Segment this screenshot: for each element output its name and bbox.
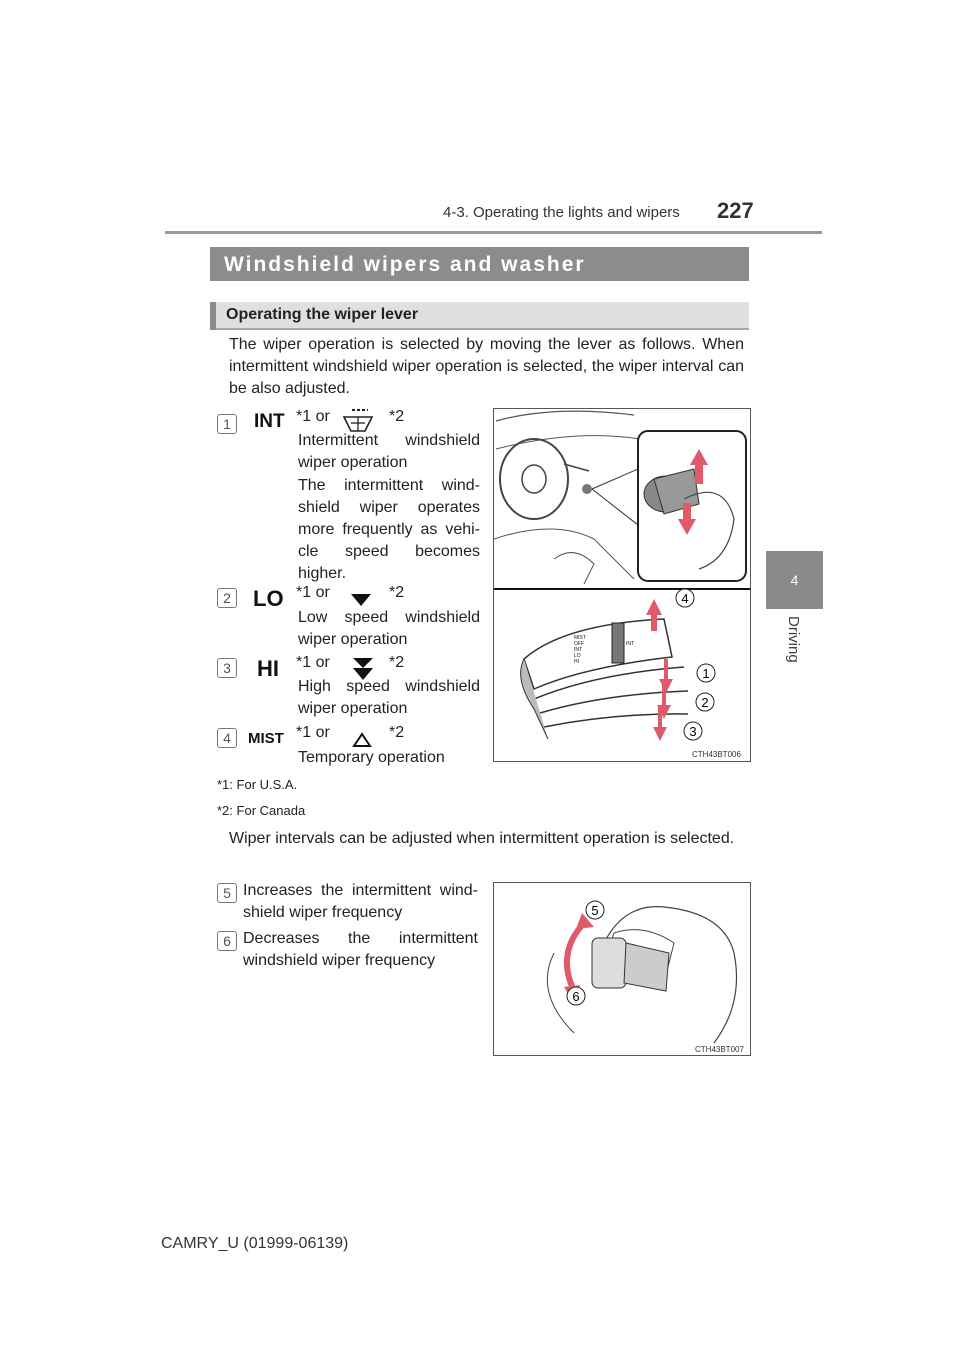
item-number-6: 6 — [217, 931, 237, 951]
lo-icon: LO — [253, 586, 284, 611]
footnote-1: *1: For U.S.A. — [217, 777, 298, 792]
item-4-title: Temporary operation — [298, 749, 445, 766]
item-1-title: Intermittent windshield wiper operation — [298, 432, 480, 471]
page-title: Windshield wipers and washer — [224, 253, 586, 276]
svg-text:LO: LO — [574, 653, 581, 659]
star2-label: *2 — [389, 584, 405, 601]
star1-label: *1 or — [296, 654, 330, 671]
figure-code: CTH43BT007 — [695, 1045, 744, 1054]
wiper-interval-figure — [493, 882, 751, 1056]
low-speed-arrow-icon — [349, 592, 373, 608]
hi-icon: HI — [257, 656, 279, 681]
interval-paragraph: Wiper intervals can be adjusted when intermittent operation is selected. — [229, 830, 735, 847]
header-rule — [165, 231, 822, 234]
svg-text:HI: HI — [574, 659, 579, 665]
callout-2 — [696, 693, 714, 711]
item-5-text: Increases the intermittent wind-shield wiper frequency — [243, 882, 478, 921]
mist-arrow-icon — [352, 732, 372, 748]
star2-label: *2 — [389, 724, 405, 741]
item-number-5: 5 — [217, 883, 237, 903]
svg-text:INT: INT — [626, 641, 635, 647]
item-3-title: High speed windshield wiper operation — [298, 678, 480, 717]
svg-text:5: 5 — [591, 903, 599, 918]
subsection-title: Operating the wiper lever — [226, 306, 419, 323]
footer-code: CAMRY_U (01999-06139) — [161, 1235, 349, 1252]
star1-label: *1 or — [296, 584, 330, 601]
intro-paragraph: The wiper operation is selected by moving the lever as follows. When intermittent windshield wiper operation is selected, the wiper interval can be also adjusted. — [229, 336, 744, 397]
item-number-1: 1 — [217, 414, 237, 434]
star1-label: *1 or — [296, 724, 330, 741]
svg-text:6: 6 — [572, 989, 580, 1004]
item-6-text: Decreases the intermittent windshield wiper frequency — [243, 930, 478, 969]
chapter-title: Driving — [785, 616, 802, 663]
wiper-lever-figure — [493, 408, 751, 762]
svg-text:2: 2 — [701, 695, 709, 710]
callout-4 — [676, 589, 694, 607]
star1-label: *1 or — [296, 408, 330, 425]
subsection-bar — [210, 302, 749, 330]
star2-label: *2 — [389, 408, 405, 425]
chapter-number: 4 — [790, 572, 799, 588]
svg-text:1: 1 — [702, 666, 710, 681]
chapter-tab[interactable] — [766, 551, 823, 609]
item-number-3: 3 — [217, 658, 237, 678]
item-number-4: 4 — [217, 728, 237, 748]
callout-1 — [697, 664, 715, 682]
callout-3 — [684, 722, 702, 740]
svg-text:OFF: OFF — [574, 641, 584, 647]
footnote-2: *2: For Canada — [217, 803, 306, 818]
section-heading: 4-3. Operating the lights and wipers — [443, 204, 680, 221]
page-number: 227 — [717, 198, 754, 223]
star2-label: *2 — [389, 654, 405, 671]
figure-code: CTH43BT006 — [692, 750, 741, 759]
svg-text:INT: INT — [574, 647, 583, 653]
mist-icon: MIST — [248, 730, 284, 747]
svg-text:3: 3 — [689, 724, 697, 739]
svg-text:4: 4 — [681, 591, 689, 606]
item-number-2: 2 — [217, 588, 237, 608]
item-2-title: Low speed windshield wiper operation — [298, 609, 480, 648]
int-icon: INT — [254, 411, 285, 432]
wiper-lever-illustration — [494, 409, 750, 761]
wiper-interval-illustration — [494, 883, 750, 1055]
item-1-note: The intermittent wind-shield wiper operates more frequently as vehi-cle speed becomes higher. — [298, 477, 480, 582]
callout-6 — [567, 987, 585, 1005]
page-title-bar — [210, 247, 749, 281]
svg-text:MIST: MIST — [574, 635, 586, 641]
callout-5 — [586, 901, 604, 919]
